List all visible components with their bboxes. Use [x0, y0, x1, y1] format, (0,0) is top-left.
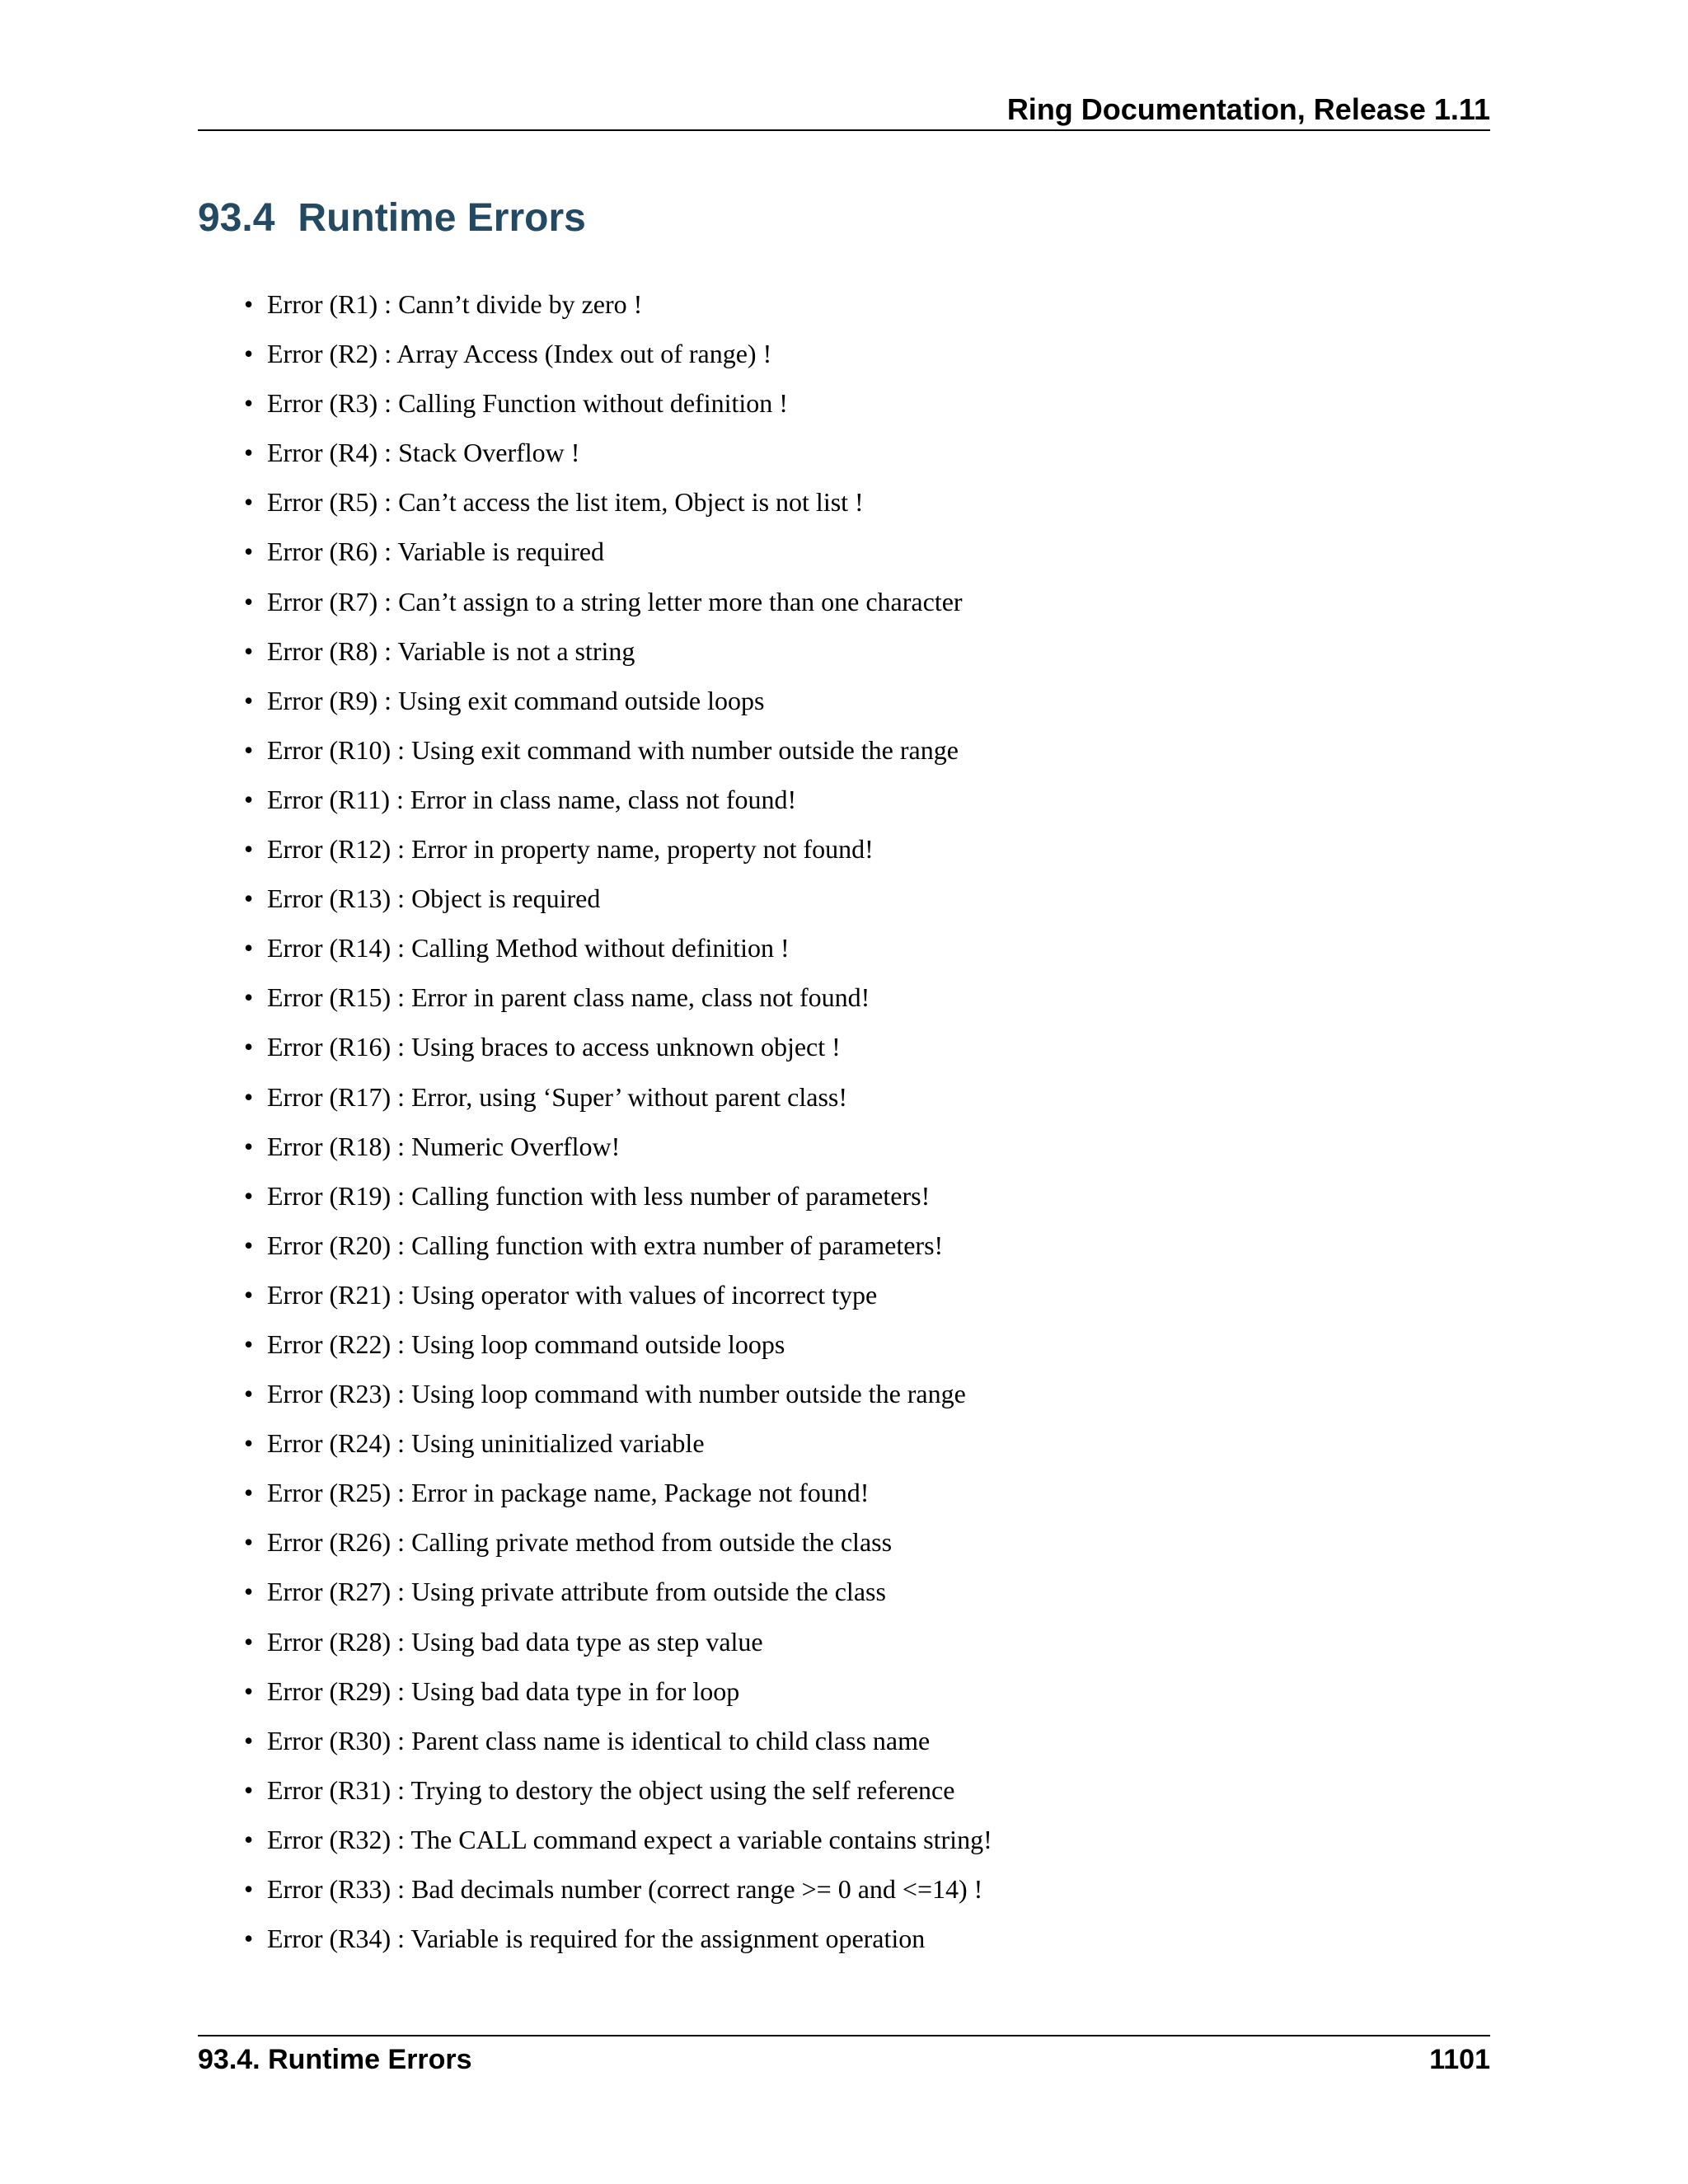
error-text: Error (R13) : Object is required — [267, 883, 601, 914]
bullet-icon: • — [244, 289, 254, 319]
bullet-icon: • — [244, 1230, 254, 1260]
error-text: Error (R16) : Using braces to access unknown object ! — [267, 1032, 841, 1062]
error-text: Error (R33) : Bad decimals number (correct range >= 0 and <=14) ! — [267, 1874, 983, 1904]
bullet-icon: • — [244, 487, 254, 518]
bullet-icon: • — [244, 1329, 254, 1359]
section-heading — [198, 194, 586, 242]
bullet-icon: • — [244, 1675, 254, 1706]
error-text: Error (R10) : Using exit command with number outside the range — [267, 734, 959, 765]
bullet-icon: • — [244, 1527, 254, 1558]
bullet-icon: • — [244, 388, 254, 419]
bullet-icon: • — [244, 1478, 254, 1508]
error-text: Error (R30) : Parent class name is identical to child class name — [267, 1725, 931, 1755]
error-text: Error (R8) : Variable is not a string — [267, 635, 635, 666]
running-header: Ring Documentation, Release 1.11 — [1006, 92, 1490, 126]
bullet-icon: • — [244, 537, 254, 567]
bullet-icon: • — [244, 438, 254, 468]
error-text: Error (R25) : Error in package name, Package not found! — [267, 1478, 870, 1508]
error-text: Error (R26) : Calling private method from outside the class — [267, 1527, 893, 1558]
bullet-icon: • — [244, 1032, 254, 1062]
bullet-icon: • — [244, 1824, 254, 1854]
error-text: Error (R34) : Variable is required for the assignment operation — [267, 1924, 926, 1954]
bullet-icon: • — [244, 1279, 254, 1310]
bullet-icon: • — [244, 586, 254, 616]
bullet-icon: • — [244, 834, 254, 865]
section-title: Runtime Errors — [298, 196, 586, 240]
bullet-icon: • — [244, 1131, 254, 1161]
page-number: 1101 — [1429, 2044, 1490, 2075]
bullet-icon: • — [244, 933, 254, 963]
error-text: Error (R24) : Using uninitialized variable — [267, 1428, 705, 1459]
error-text: Error (R27) : Using private attribute from outside the class — [267, 1577, 886, 1607]
error-text: Error (R20) : Calling function with extra number of parameters! — [267, 1230, 944, 1260]
bullet-icon: • — [244, 1428, 254, 1459]
error-text: Error (R21) : Using operator with values of incorrect type — [267, 1279, 878, 1310]
error-text: Error (R22) : Using loop command outside loops — [267, 1329, 785, 1359]
error-text: Error (R9) : Using exit command outside loops — [267, 685, 765, 715]
error-text: Error (R18) : Numeric Overflow! — [267, 1131, 621, 1161]
error-text: Error (R23) : Using loop command with number outside the range — [267, 1379, 966, 1409]
bullet-icon: • — [244, 1725, 254, 1755]
error-text: Error (R2) : Array Access (Index out of range) ! — [267, 339, 772, 369]
footer-section-label: 93.4. Runtime Errors — [198, 2044, 472, 2075]
error-text: Error (R1) : Cann’t divide by zero ! — [267, 289, 643, 319]
error-text: Error (R31) : Trying to destory the object using the self reference — [267, 1774, 955, 1805]
error-text: Error (R4) : Stack Overflow ! — [267, 438, 580, 468]
error-text: Error (R28) : Using bad data type as step value — [267, 1626, 763, 1657]
bullet-icon: • — [244, 635, 254, 666]
error-text: Error (R17) : Error, using ‘Super’ without parent class! — [267, 1081, 848, 1112]
error-text: Error (R7) : Can’t assign to a string letter more than one character — [267, 586, 963, 616]
error-text: Error (R6) : Variable is required — [267, 537, 605, 567]
bullet-icon: • — [244, 1924, 254, 1954]
bullet-icon: • — [244, 1774, 254, 1805]
bullet-icon: • — [244, 1626, 254, 1657]
error-text: Error (R3) : Calling Function without definition ! — [267, 388, 788, 419]
bullet-icon: • — [244, 734, 254, 765]
error-text: Error (R12) : Error in property name, property not found! — [267, 834, 874, 865]
error-text: Error (R14) : Calling Method without definition ! — [267, 933, 790, 963]
header-rule — [198, 129, 1490, 131]
error-text: Error (R32) : The CALL command expect a variable contains string! — [267, 1824, 992, 1854]
error-text: Error (R29) : Using bad data type in for loop — [267, 1675, 740, 1706]
error-text: Error (R11) : Error in class name, class not found! — [267, 784, 797, 814]
bullet-icon: • — [244, 339, 254, 369]
footer-rule — [198, 2035, 1490, 2036]
bullet-icon: • — [244, 1379, 254, 1409]
bullet-icon: • — [244, 982, 254, 1013]
bullet-icon: • — [244, 1081, 254, 1112]
bullet-icon: • — [244, 685, 254, 715]
bullet-icon: • — [244, 784, 254, 814]
bullet-icon: • — [244, 1874, 254, 1904]
error-text: Error (R15) : Error in parent class name, class not found! — [267, 982, 870, 1013]
error-text: Error (R19) : Calling function with less number of parameters! — [267, 1180, 931, 1211]
section-number: 93.4 — [198, 196, 275, 240]
error-text: Error (R5) : Can’t access the list item, Object is not list ! — [267, 487, 864, 518]
bullet-icon: • — [244, 1577, 254, 1607]
bullet-icon: • — [244, 1180, 254, 1211]
bullet-icon: • — [244, 883, 254, 914]
